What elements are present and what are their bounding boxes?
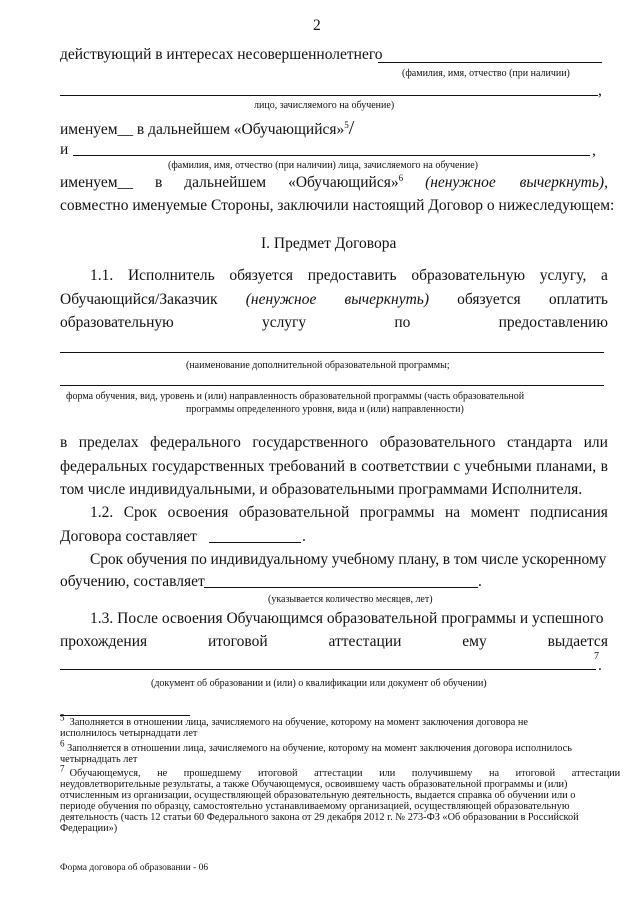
p11-word: Исполнитель: [127, 267, 215, 284]
p11-word: обязуется: [457, 291, 521, 308]
section-heading: I. Предмет Договора: [261, 235, 397, 252]
p12-word: образовательной: [238, 504, 350, 521]
footnote-5: [60, 712, 529, 739]
and-text: и: [60, 141, 69, 158]
together-text: совместно именуемые Стороны, заключили настоящий Договор о нижеследующем:: [60, 197, 615, 214]
page-number: 2: [313, 17, 321, 34]
p12-word: на: [445, 504, 461, 521]
p12-word: Срок: [123, 504, 158, 521]
p11-word: оплатить: [548, 291, 608, 308]
footnote-text: неудовлетворительные результаты, а также Обучающемуся, освоившему часть образовательной программы и (или): [60, 779, 568, 790]
p11-word: а: [601, 267, 608, 284]
p13-word: аттестации: [328, 633, 402, 650]
named-student-text: [60, 117, 354, 140]
footnote-text: исполнилось четырнадцати лет: [60, 728, 198, 739]
p11-word: обязуется: [229, 267, 293, 284]
p13-word: итоговой: [208, 633, 268, 650]
caption-document: (документ об образовании и (или) о квалификации или документ об обучении): [151, 678, 487, 689]
p11-word: услугу: [261, 314, 307, 331]
standard-line-3: том числе индивидуальными, и образовательными программами Исполнителя.: [60, 481, 583, 498]
caption-form-1: форма обучения, вид, уровень и (или) направленность образовательной программы (часть образовательной: [66, 391, 525, 402]
footnote-ref-6: 6: [398, 172, 404, 183]
p11-word: услугу,: [539, 267, 587, 284]
footnote-number: 7: [60, 763, 65, 774]
named2-word: в: [154, 174, 163, 191]
p11-word: образовательную: [411, 267, 526, 284]
named-text: именуем__ в дальнейшем «Обучающийся»: [60, 121, 345, 138]
comma-1: ,: [598, 82, 602, 99]
std-word: учебными: [464, 458, 532, 475]
footnote-text: отчисленным из организации, осуществляющей образовательную деятельность, выдается справка об обучении или о: [60, 790, 576, 801]
std-word: федерального: [150, 434, 241, 451]
clause-1-3-line-2: [60, 633, 608, 651]
std-word: с: [453, 458, 461, 475]
std-word: или: [583, 434, 608, 451]
p11-word: (ненужное: [245, 291, 317, 308]
named2-word: дальнейшем: [184, 174, 267, 191]
p13-word: прохождения: [60, 633, 148, 650]
std-word: в: [349, 458, 357, 475]
individual-term-line: [204, 587, 478, 588]
p11-word: образовательную: [60, 314, 174, 331]
std-word: планами,: [536, 458, 597, 475]
named2-word: «Обучающийся»: [288, 174, 399, 191]
footnote-text: Заполняется в отношении лица, зачисляемого на обучение, которому на момент заключения договора не: [69, 717, 529, 728]
minor-name-line: [378, 62, 602, 63]
caption-program: (наименование дополнительной образовательной программы;: [186, 360, 450, 371]
p11-word: 1.1.: [90, 267, 114, 284]
std-word: пределах: [78, 434, 139, 451]
caption-fio: (фамилия, имя, отчество (при наличии): [402, 68, 570, 79]
std-word: государственного: [252, 434, 369, 451]
footnote-ref-7: 7: [594, 651, 599, 662]
footnote-text: Обучающемуся, не прошедшему итоговой аттестации или получившему на итоговой аттестации: [69, 768, 621, 779]
caption-enrolled: лицо, зачисляемого на обучение): [254, 100, 395, 111]
standard-line-2: [60, 458, 608, 476]
std-word: соответствии: [361, 458, 449, 475]
program-form-line: [60, 385, 604, 386]
comma-2: ,: [592, 142, 596, 159]
second-person-line: [73, 155, 590, 156]
footnote-text: периоде обучения по образцу, самостоятельно устанавливаемому организацией, осуществляющей образовательную: [60, 801, 570, 812]
term-line-2: обучению, составляет: [60, 573, 205, 590]
p12-word: освоения: [167, 504, 229, 521]
footnote-number: 5: [60, 712, 65, 723]
clause-1-3-line-1: 1.3. После освоения Обучающимся образовательной программы и успешного: [90, 610, 604, 627]
term-period: .: [302, 528, 306, 545]
footnote-7: [60, 763, 621, 834]
p11-word: предоставить: [307, 267, 397, 284]
p11-word: по: [394, 314, 411, 331]
p11-word: вычеркнуть): [344, 291, 429, 308]
standard-line-1: [60, 434, 608, 452]
caption-form-2: программы определенного уровня, вида и (или) направленности): [186, 404, 464, 415]
footnote-ref-5: 5: [344, 119, 349, 130]
p12-word: подписания: [530, 504, 608, 521]
caption-fio-enrolled: (фамилия, имя, отчество (при наличии) лица, зачисляемого на обучение): [168, 160, 478, 171]
clause-1-2-line-2: Договора составляет: [60, 528, 197, 545]
named-slash: /: [348, 117, 355, 139]
document-issued-line: [60, 669, 596, 670]
std-word: стандарта: [506, 434, 573, 451]
p13-word: ему: [462, 633, 487, 650]
acting-text: действующий в интересах несовершеннолетнего: [60, 46, 383, 63]
footnote-text: Федерации»): [60, 823, 118, 834]
named2-word: именуем__: [60, 174, 134, 191]
p11-word: предоставлению: [498, 314, 608, 331]
footnote-separator: [60, 715, 190, 716]
p12-word: 1.2.: [90, 504, 114, 521]
term-line-1: Срок обучения по индивидуальному учебному плану, в том числе ускоренному: [90, 551, 607, 568]
std-word: федеральных: [60, 458, 148, 475]
term-line-2-period: .: [478, 573, 482, 590]
footnote-number: 6: [60, 738, 65, 749]
std-word: образовательного: [379, 434, 496, 451]
std-word: в: [600, 458, 608, 475]
footnote-6: [60, 738, 572, 765]
std-word: требований: [268, 458, 346, 475]
enrolled-person-line: [60, 95, 598, 96]
p13-word: выдается: [547, 633, 608, 650]
clause-1-1-line-2: [60, 291, 608, 309]
clause-1-2-line-1: [90, 504, 608, 522]
clause-1-1-line-1: [90, 267, 608, 285]
document-line-period: .: [598, 657, 602, 674]
strike-instruction: (ненужное вычеркнуть),: [425, 174, 608, 191]
footnote-text: Заполняется в отношении лица, зачисляемого на обучение, которому на момент заключения договора исполнилось: [67, 743, 572, 754]
p12-word: программы: [359, 504, 435, 521]
footnote-text: четырнадцать лет: [60, 754, 138, 765]
p12-word: момент: [470, 504, 520, 521]
named-student-line-2: [60, 174, 608, 192]
footnote-text: деятельность (часть 12 статьи 60 Федерального закона от 29 декабря 2012 г. № 273-ФЗ «Об образовании в Российской: [60, 812, 579, 823]
std-word: государственных: [151, 458, 265, 475]
program-name-line: [60, 352, 604, 353]
term-value-line: [209, 542, 301, 543]
caption-months: (указывается количество месяцев, лет): [268, 594, 433, 605]
std-word: в: [60, 434, 68, 451]
clause-1-1-line-3: [60, 314, 608, 332]
p11-word: Обучающийся/Заказчик: [60, 291, 218, 308]
form-footer: Форма договора об образовании - 06: [60, 863, 209, 873]
